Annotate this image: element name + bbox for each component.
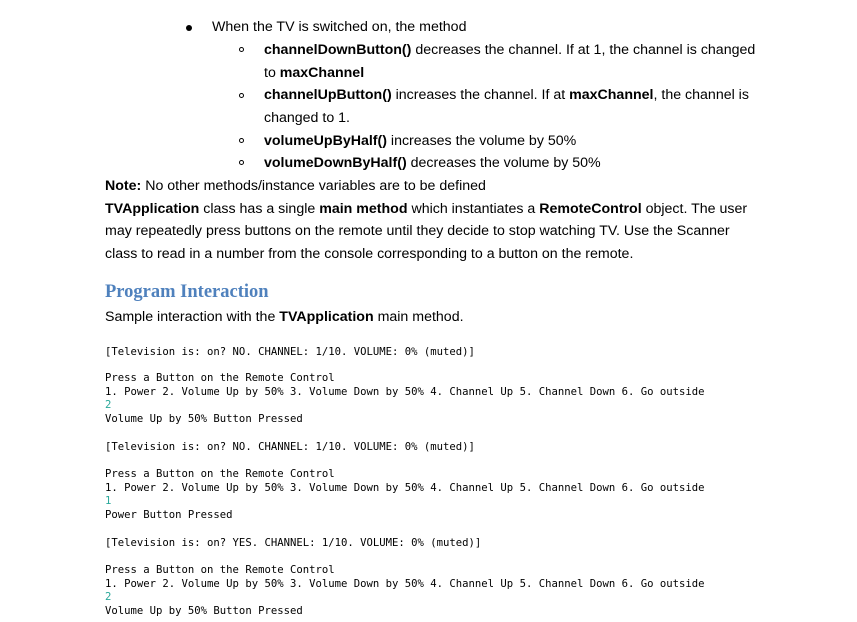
- console-input: 2: [105, 591, 112, 603]
- class-name: TVApplication: [279, 309, 374, 325]
- console-menu: 1. Power 2. Volume Up by 50% 3. Volume Down by 50% 4. Channel Up 5. Channel Down 6. Go outside: [105, 482, 705, 494]
- console-status: [Television is: on? YES. CHANNEL: 1/10. VOLUME: 0% (muted)]: [105, 537, 482, 549]
- method-name: volumeUpByHalf(): [264, 133, 387, 149]
- console-menu: 1. Power 2. Volume Up by 50% 3. Volume Down by 50% 4. Channel Up 5. Channel Down 6. Go outside: [105, 386, 705, 398]
- text-span: object. The user: [641, 201, 748, 217]
- method-item: [264, 41, 755, 59]
- bold-span: main method: [319, 201, 408, 217]
- text-span: which instantiates a: [407, 201, 540, 217]
- bullet-intro: When the TV is switched on, the method: [212, 19, 467, 35]
- text-span: class has a single: [199, 201, 320, 217]
- method-item: [264, 154, 601, 172]
- bullet-icon: [186, 25, 192, 31]
- console-result: Volume Up by 50% Button Pressed: [105, 605, 303, 617]
- console-result: Volume Up by 50% Button Pressed: [105, 413, 303, 425]
- sub-bullet-icon: [239, 93, 244, 98]
- sample-intro: [105, 308, 464, 326]
- method-cont-bold: maxChannel: [279, 65, 365, 81]
- console-prompt: Press a Button on the Remote Control: [105, 468, 335, 480]
- method-name: channelUpButton(): [264, 87, 392, 103]
- method-desc: increases the channel. If at: [391, 87, 570, 103]
- paragraph-line: may repeatedly press buttons on the remote until they decide to stop watching TV. Use the Scanner: [105, 223, 730, 239]
- method-desc: decreases the volume by 50%: [406, 155, 601, 171]
- section-heading: Program Interaction: [105, 282, 269, 302]
- method-item: [264, 132, 576, 150]
- note-label: Note:: [105, 178, 142, 194]
- method-desc: increases the volume by 50%: [386, 133, 577, 149]
- method-item-continued: [264, 64, 364, 82]
- method-item: [264, 86, 749, 104]
- note-line: [105, 177, 486, 195]
- method-desc-bold: maxChannel: [569, 87, 654, 103]
- console-input: 1: [105, 495, 112, 507]
- paragraph-line: class to read in a number from the console corresponding to a button on the remote.: [105, 246, 634, 262]
- method-name: channelDownButton(): [264, 42, 412, 58]
- sub-bullet-icon: [239, 160, 244, 165]
- console-prompt: Press a Button on the Remote Control: [105, 372, 335, 384]
- method-desc-post: , the channel is: [653, 87, 749, 103]
- paragraph-line: [105, 200, 747, 218]
- method-name: volumeDownByHalf(): [264, 155, 407, 171]
- console-status: [Television is: on? NO. CHANNEL: 1/10. VOLUME: 0% (muted)]: [105, 346, 475, 358]
- text-span: Sample interaction with the: [105, 309, 280, 325]
- class-name: RemoteControl: [539, 201, 642, 217]
- text-span: main method.: [373, 309, 464, 325]
- console-result: Power Button Pressed: [105, 509, 233, 521]
- note-text: No other methods/instance variables are to be defined: [141, 178, 486, 194]
- sub-bullet-icon: [239, 47, 244, 52]
- console-menu: 1. Power 2. Volume Up by 50% 3. Volume Down by 50% 4. Channel Up 5. Channel Down 6. Go outside: [105, 578, 705, 590]
- console-prompt: Press a Button on the Remote Control: [105, 564, 335, 576]
- console-status: [Television is: on? NO. CHANNEL: 1/10. VOLUME: 0% (muted)]: [105, 441, 475, 453]
- method-desc: decreases the channel. If at 1, the channel is changed: [411, 42, 756, 58]
- class-name: TVApplication: [105, 201, 200, 217]
- method-cont: to: [264, 65, 280, 81]
- sub-bullet-icon: [239, 138, 244, 143]
- console-input: 2: [105, 399, 112, 411]
- method-item-continued: changed to 1.: [264, 110, 350, 126]
